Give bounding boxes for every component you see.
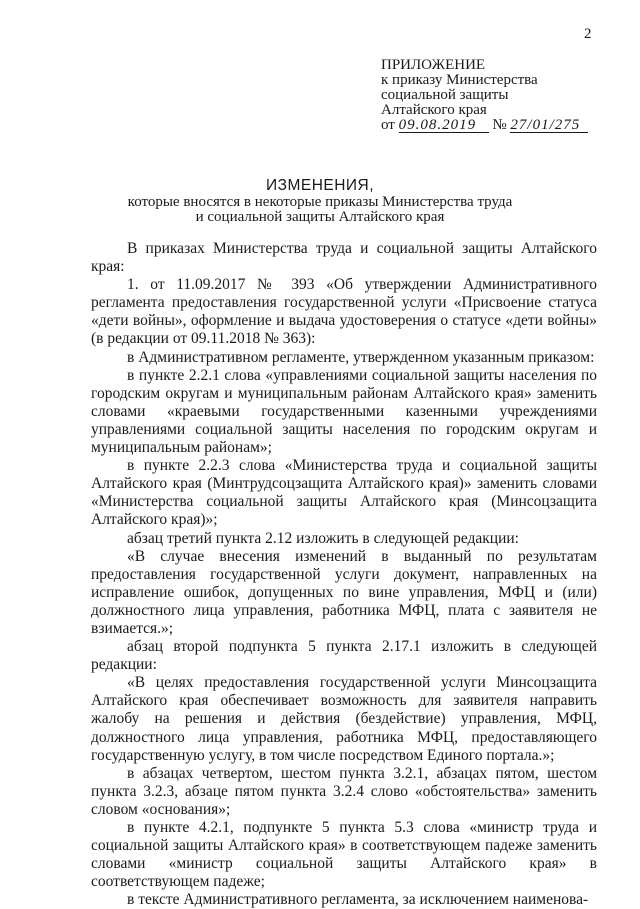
appendix-block: [381, 58, 588, 133]
subtitle-line: которые вносятся в некоторые приказы Министерства труда: [127, 194, 513, 210]
paragraph: абзац второй подпункта 5 пункта 2.17.1 изложить в следующей редакции:: [91, 638, 597, 674]
paragraph: в пункте 2.2.1 слова «управлениями социальной защиты населения по городским округам и муниципальным районам Алтайского края» заменить словами «краевыми государственными казенными учреждениями управлениями социальной защиты населения по городским округам и муниципальным районам»;: [91, 366, 597, 457]
paragraph: в пункте 2.2.3 слова «Министерства труда и социальной защиты Алтайского края (Минтрудсоцзащита Алтайского края)» заменить словами «Министерства социальной защиты Алтайского края (Минсоцзащита Алтайского края)»;: [91, 457, 597, 529]
paragraph: «В случае внесения изменений в выданный по результатам предоставления государственной услуги документ, направленных на исправление ошибок, допущенных по вине управления, МФЦ и (или) должностного лица управления, работника МФЦ, плата с заявителя не взимается.»;: [91, 547, 597, 637]
paragraph: в Административном регламенте, утвержденном указанным приказом:: [127, 348, 595, 366]
title-text: ИЗМЕНЕНИЯ,: [265, 177, 375, 194]
subtitle-line: и социальной защиты Алтайского края: [195, 209, 445, 225]
paragraph: абзац третий пункта 2.12 изложить в следующей редакции:: [127, 529, 519, 547]
date-prefix: от: [381, 117, 395, 133]
number-prefix: №: [492, 117, 507, 133]
appendix-line: Алтайского края: [381, 102, 487, 118]
page-number: 2: [584, 26, 592, 42]
paragraph: в пункте 4.2.1, подпункте 5 пункта 5.3 слова «министр труда и социальной защиты Алтайского края» в соответствующем падеже заменить словами «министр социальной защиты Алтайского края» в соответствующем падеже;: [91, 819, 597, 891]
appendix-line: социальной защиты: [381, 87, 509, 103]
paragraph: в тексте Административного регламента, за исключением наименова-: [127, 891, 589, 909]
paragraph: 1. от 11.09.2017 № 393 «Об утверждении Административного регламента предоставления государственной услуги «Присвоение статуса «дети войны», оформление и выдача удостоверения о статусе «дети войны» (в редакции от 09.11.2018 № 363):: [91, 276, 597, 348]
document-subtitle: [0, 195, 640, 225]
document-body: [91, 240, 597, 909]
paragraph: «В целях предоставления государственной услуги Минсоцзащита Алтайского края обеспечивает возможность для заявителя направить жалобу на решения и действия (бездействие) управления, МФЦ, должностного лица управления, работника МФЦ, предоставляющего государственную услугу, в том числе посредством Единого портала.»;: [91, 674, 597, 764]
appendix-line: к приказу Министерства: [381, 72, 538, 88]
paragraph: В приказах Министерства труда и социальной защиты Алтайского края:: [91, 240, 597, 276]
document-title: [0, 178, 640, 194]
handwritten-number: 27/01/275: [510, 119, 588, 133]
paragraph: в абзацах четвертом, шестом пункта 3.2.1, абзацах пятом, шестом пункта 3.2.3, абзаце пятом пункта 3.2.4 слово «обстоятельства» заменить словом «основания»;: [91, 764, 597, 818]
appendix-heading: ПРИЛОЖЕНИЕ: [381, 57, 486, 73]
appendix-date-line: [381, 118, 588, 133]
handwritten-date: 09.08.2019: [399, 119, 489, 133]
